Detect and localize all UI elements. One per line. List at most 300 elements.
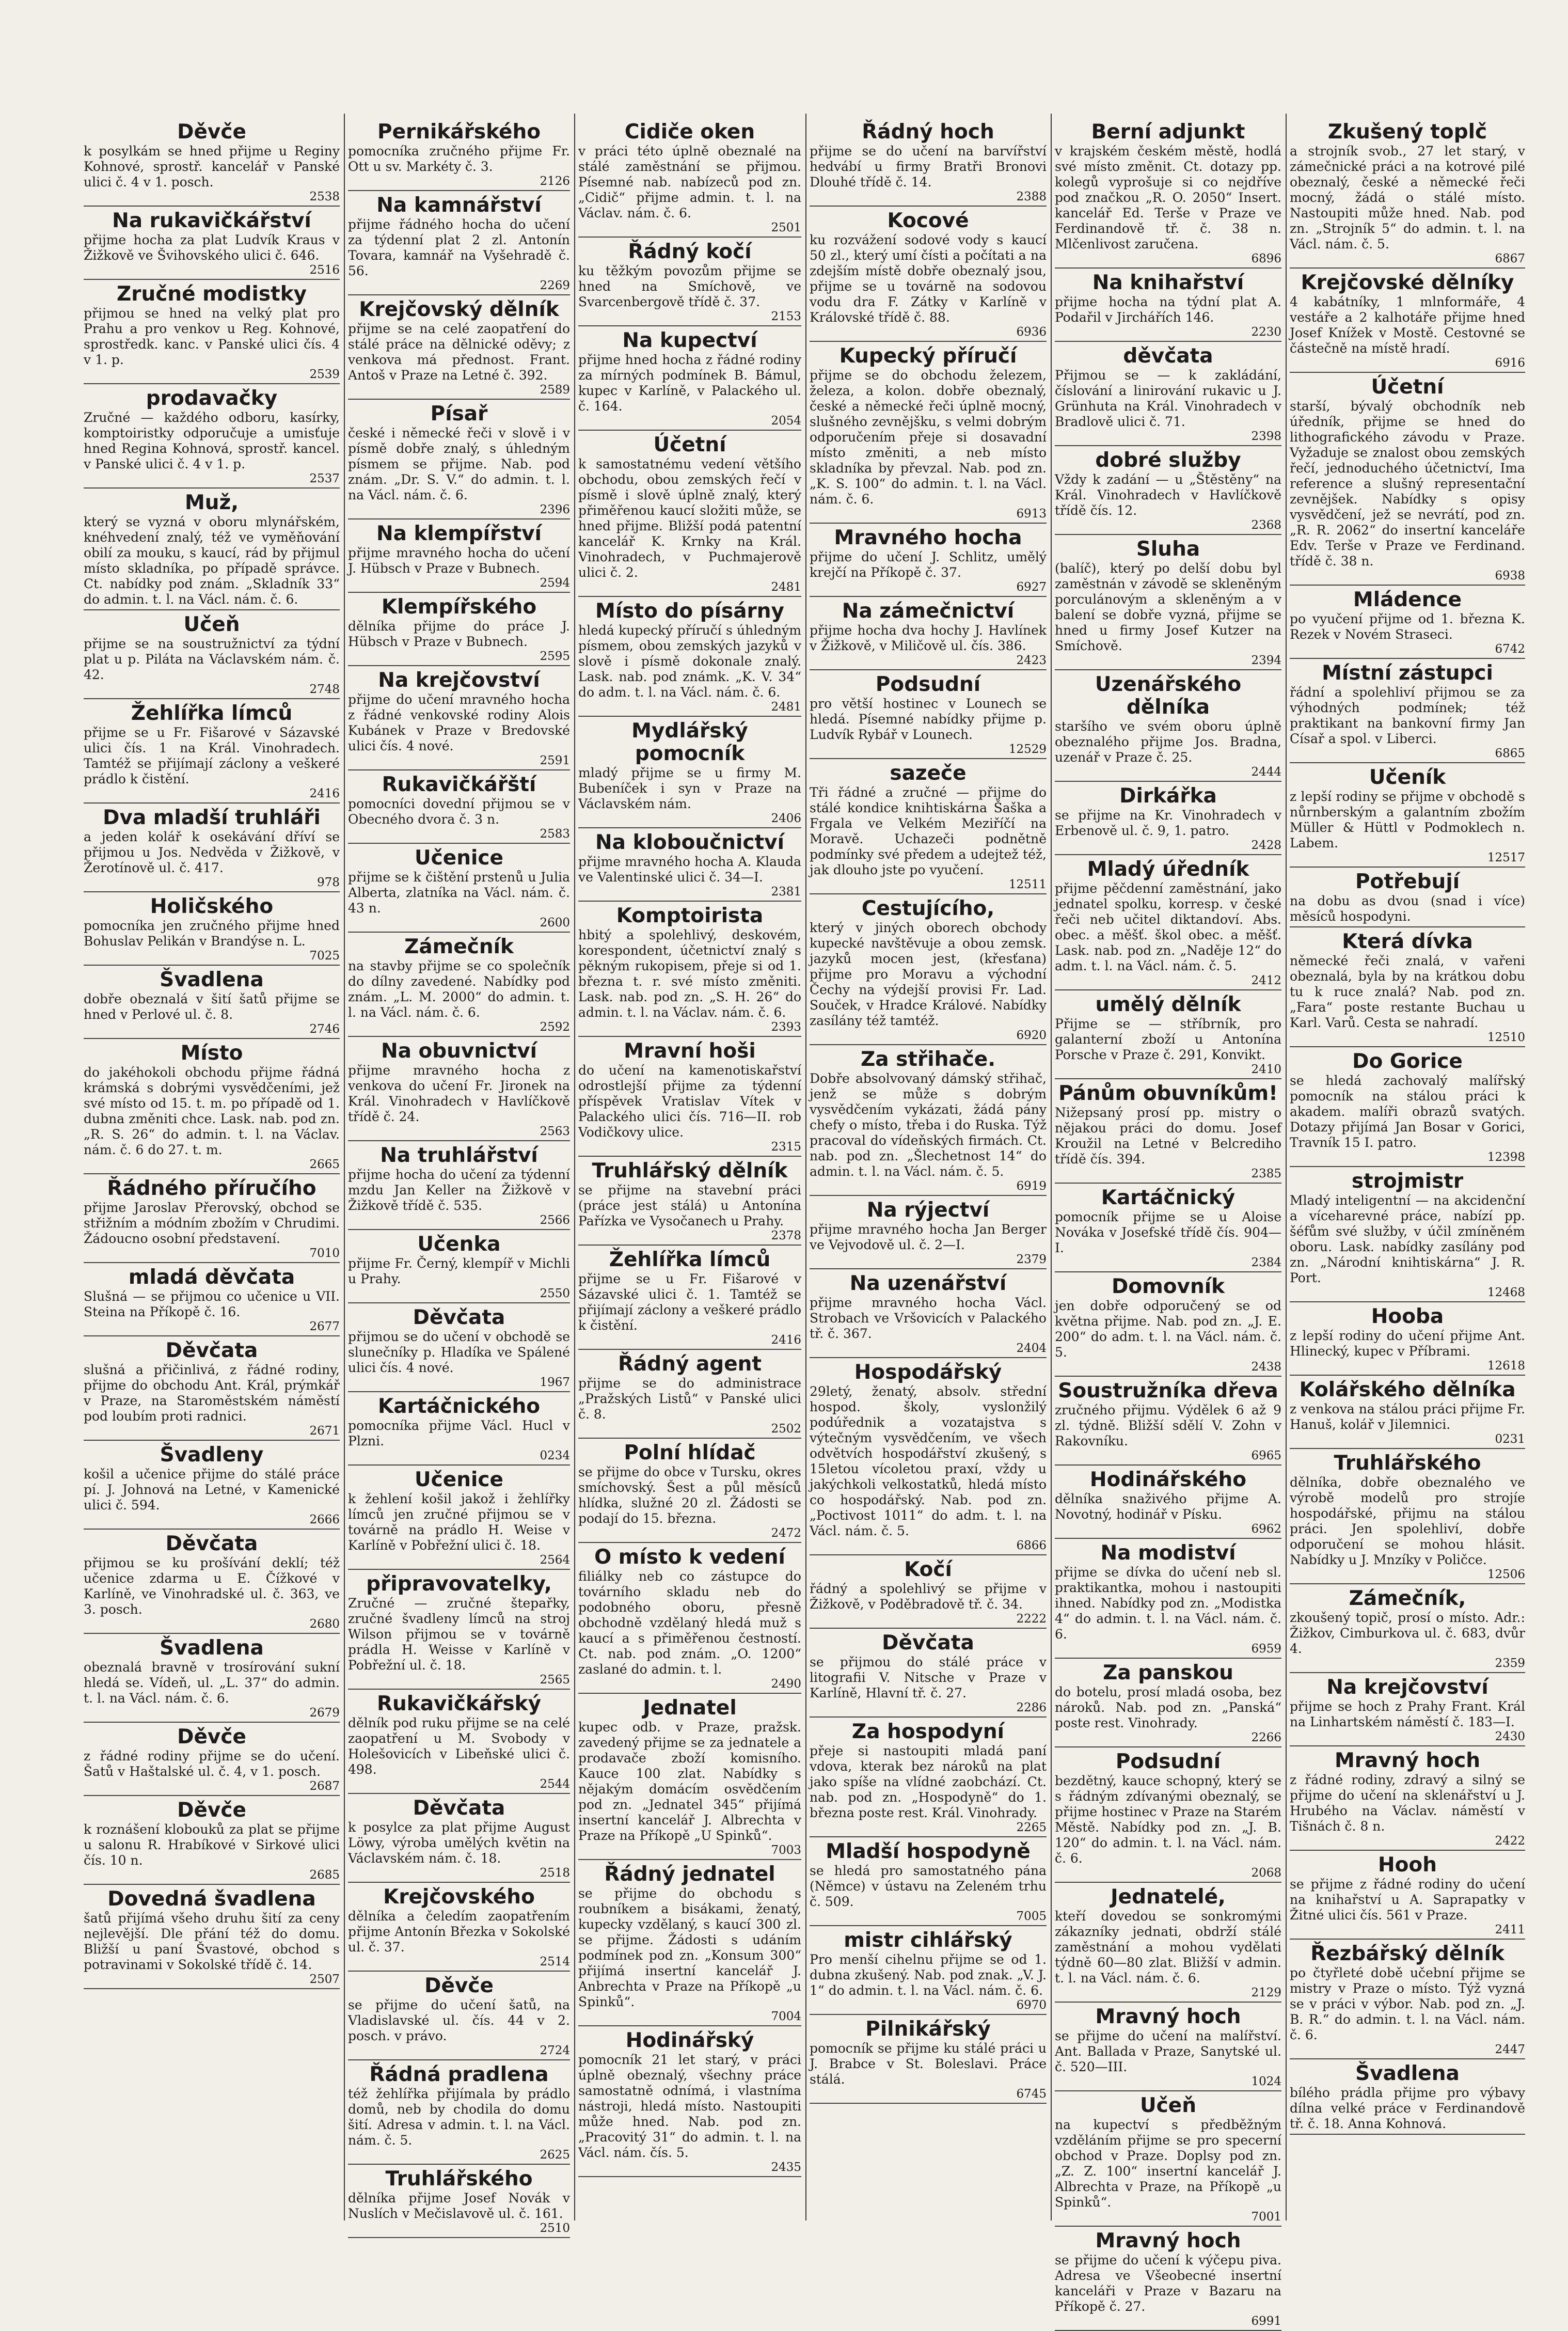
ad-number: 2565 [540, 1673, 570, 1687]
ad-number: 978 [317, 876, 340, 889]
ad-number: 2428 [1251, 839, 1281, 852]
classified-ad [348, 1794, 570, 1883]
ad-title: Hooh [1378, 1853, 1437, 1877]
classified-ad [348, 1690, 570, 1794]
ad-number: 2269 [540, 279, 570, 292]
ad-title: Kupecký příručí [839, 344, 1017, 368]
ad-title: Truhlářský dělník [592, 1159, 788, 1183]
ad-number: 2129 [1251, 1986, 1281, 1999]
ad-body: přijmou se do učení v obchodě se slunečníky p. Hladíka ve Spálené ulici čís. 4 nové. [348, 1329, 570, 1375]
ad-number: 2481 [771, 580, 801, 594]
ad-body: pro větší hostinec v Lounech se hledá. Písemné nabídky přijme p. Ludvík Rybář v Lounech. [810, 696, 1047, 742]
classified-ad [1290, 269, 1525, 373]
ad-title: Zručné modistky [116, 282, 307, 306]
ad-title: Potřebují [1355, 870, 1460, 893]
ad-number: 2222 [1016, 1612, 1047, 1626]
ad-title: Kočí [904, 1558, 952, 1581]
ad-body: který se vyzná v oboru mlynářském, knéhvedení znalý, též ve vyměňování obilí za mouku, s kaucí, rád by přijmul místo skladníka, po případě správce. Ct. nabídky pod znám. „Skladník 33“ do admin. t. l. na Václ. nám. č. 6. [84, 514, 340, 607]
ad-title: Řádný kočí [628, 240, 752, 263]
ad-title: Domovník [1111, 1275, 1225, 1298]
ad-number: 2514 [540, 1955, 570, 1968]
ad-title: Místo [180, 1042, 243, 1065]
ad-body: pomocníka zručného přijme Fr. Ott u sv. Markéty č. 3. [348, 144, 570, 174]
classified-ad [348, 118, 570, 191]
classified-ad [810, 118, 1047, 207]
ad-body: (balíč), který po delší dobu byl zaměstnán v závodě se skleněným porculánovým a skleněným a v balení se dobře vyzná, přijme se hned u firmy Josef Kutzer na Smíchově. [1055, 561, 1281, 653]
ad-body: dobře obeznalá v šití šatů přijme se hned v Perlové ul. č. 8. [84, 991, 340, 1022]
ad-number: 2230 [1251, 325, 1281, 339]
ad-title: Rukavičkářští [382, 773, 536, 796]
classified-ad [84, 610, 340, 699]
ad-title: Děvčata [413, 1797, 505, 1820]
classified-ad [84, 966, 340, 1039]
ad-body: Mladý inteligentní — na akcidenční a víceharevné práce, nabízí pp. šéfům své služby, v účil zmíněném oboru. Lask. nabídky zasílány pod zn. „Národní knihtiskárna“ J. R. Port. [1290, 1193, 1525, 1285]
classified-ad [1055, 2091, 1281, 2227]
classified-ad [1055, 342, 1281, 446]
ad-number: 2388 [1016, 190, 1047, 203]
ad-title: Žehlířka límců [131, 702, 293, 725]
ad-number: 2068 [1251, 1866, 1281, 1880]
ad-body: pomocníka jen zručného přijme hned Bohuslav Pelikán v Brandýse n. L. [84, 918, 340, 949]
classified-ad [810, 1358, 1047, 1555]
ad-title: Krejčovský dělník [359, 298, 559, 321]
ad-title: Švadleny [160, 1443, 264, 1467]
ad-number: 2438 [1251, 1360, 1281, 1374]
ad-number: 6970 [1016, 1998, 1047, 2012]
ad-body: a jeden kolář k osekávání dříví se přijmou u Jos. Nedvěda v Žižkově, v Žerotínově ul. č. 417. [84, 829, 340, 875]
classified-ad [1055, 1184, 1281, 1272]
classified-ad [348, 1570, 570, 1690]
ad-body: přijme do učení J. Schlitz, umělý krejčí na Příkopě č. 37. [810, 549, 1047, 580]
classified-ad [578, 1694, 801, 1860]
ad-number: 2411 [1495, 1923, 1525, 1936]
ad-body: přijme se do administrace „Pražských Listů“ v Panské ulici č. 8. [578, 1376, 801, 1422]
ad-number: 2412 [1251, 974, 1281, 987]
ad-number: 2430 [1495, 1730, 1525, 1743]
ad-number: 7003 [771, 1844, 801, 1857]
ad-number: 6936 [1016, 325, 1047, 339]
ad-number: 6867 [1495, 252, 1525, 265]
ad-title: Učeník [1369, 766, 1446, 789]
column-5 [1052, 118, 1285, 2328]
ad-title: Truhlářského [385, 2167, 533, 2191]
ad-title: Podsudní [1115, 1750, 1221, 1773]
ad-number: 2507 [309, 1973, 340, 1986]
ad-body: k žehlení košil jakož i žehlířky límců jen zručné přijmou se v továrně na prádlo H. Weise v Karlíně v Pobřežní ulici č. 18. [348, 1491, 570, 1553]
classified-ad [1055, 1079, 1281, 1184]
classified-ad [578, 1037, 801, 1157]
ad-title: Místní zástupci [1322, 662, 1493, 685]
ad-body: jen dobře odporučený se od května přijme. Nab. pod zn. „J. E. 200“ do adm. t. l. na Václ. nám. č. 5. [1055, 1298, 1281, 1360]
ad-number: 6896 [1251, 252, 1281, 265]
classified-ad [578, 828, 801, 902]
ad-title: Jednatelé, [1111, 1885, 1226, 1909]
ad-title: Hooba [1371, 1305, 1444, 1328]
ad-number: 2396 [540, 503, 570, 516]
ad-body: bezdětný, kauce schopný, který se s řádným zdívanými obeznalý, se přijme hostinec v Praze na Starém Městě. Nabídky pod zn. „J. B. 120“ do admin. t. l. na Václ. nám. č. 6. [1055, 1773, 1281, 1866]
ad-title: Krejčovské dělníky [1301, 271, 1514, 294]
ad-title: Děvče [177, 1799, 246, 1822]
ad-body: filiálky neb co zástupce do továrního skladu neb do podobného oboru, přesně obchodně vzdělaný hledá muž s kaucí a s přiměřenou čestností. Ct. nab. pod znám. „O. 1200“ zaslané do admin. t. l. [578, 1569, 801, 1677]
classified-ad [84, 1634, 340, 1723]
classified-ad [1290, 1302, 1525, 1376]
ad-title: Dirkářka [1119, 784, 1217, 808]
ad-number: 2687 [309, 1779, 340, 1793]
ad-body: přijme řádného hocha do učení za týdenní plat 2 zl. Antonín Tovara, kamnář na Vyšehradě č. 56. [348, 217, 570, 278]
classified-ad [1055, 535, 1281, 670]
ad-title: mistr cihlářský [844, 1929, 1012, 1952]
ad-body: z řádné rodiny, zdravý a silný se přijme do učení na sklenářství u J. Hrubého na Václav. náměstí v Tišnách č. 8 n. [1290, 1772, 1525, 1834]
ad-number: 2591 [540, 754, 570, 767]
classified-ad [1290, 1449, 1525, 1584]
ad-title: Za panskou [1103, 1661, 1233, 1684]
ad-title: Řádný hoch [862, 120, 994, 144]
ad-body: dělníka přijme do práce J. Hübsch v Praze v Bubnech. [348, 619, 570, 649]
ad-number: 2685 [309, 1868, 340, 1882]
classified-ad [348, 770, 570, 844]
ad-title: Žehlířka límců [609, 1248, 771, 1271]
ad-body: dělníka, dobře obeznalého ve výrobě modelů pro strojíe hospodářské, přijmu na stálou práci. Jen spolehliví, dobře odporučení se mohou hlásit. Nabídky u J. Mnzíky v Poličce. [1290, 1475, 1525, 1567]
ad-title: Učeň [1139, 2094, 1196, 2117]
ad-title: Na rukavičkářství [112, 209, 311, 232]
ad-title: Hodinářského [1089, 1468, 1247, 1491]
ad-body: do učení na kamenotiskařství odrostlejší přijme za týdenní příspěvek Vratislav Vítek v Palackého ulici čís. 716—II. rob Vodičkovy ulice. [578, 1063, 801, 1140]
ad-body: Vždy k zadání — u „Štěstěny“ na Král. Vinohradech v Havlíčkově třídě čís. 12. [1055, 472, 1281, 518]
classified-ad [84, 280, 340, 384]
ad-number: 7025 [309, 949, 340, 963]
ad-number: 2379 [1016, 1253, 1047, 1266]
classified-ad [810, 2015, 1047, 2104]
ad-title: Sluha [1136, 538, 1200, 561]
ad-title: Švadlena [1355, 2062, 1460, 2085]
ad-body: přijme mravného hocha do učení J. Hübsch v Praze v Bubnech. [348, 545, 570, 576]
ad-number: 2724 [540, 2044, 570, 2057]
classified-ad [348, 1303, 570, 1392]
classified-ad [578, 431, 801, 597]
column-4 [806, 118, 1050, 2214]
ad-body: dělníka snaživého přijme A. Novotný, hodinář v Písku. [1055, 1491, 1281, 1522]
ad-number: 6965 [1251, 1449, 1281, 1462]
classified-ad [810, 1837, 1047, 1926]
ad-number: 2592 [540, 1020, 570, 1034]
classified-ad [348, 1392, 570, 1466]
classified-ad [1290, 586, 1525, 659]
ad-number: 2378 [771, 1229, 801, 1242]
classified-ad [84, 384, 340, 489]
classified-ad [84, 489, 340, 610]
classified-ad [810, 759, 1047, 894]
classified-ad [1055, 446, 1281, 535]
classified-ad [348, 191, 570, 295]
ad-title: Kartáčnický [1101, 1186, 1236, 1209]
ad-title: Na klempířství [376, 522, 542, 545]
ad-body: k roznášení klobouků za plat se přijme u salonu R. Hrabíkové v Sirkové ulici čís. 10 n. [84, 1822, 340, 1868]
ad-body: z lepší rodiny se přijme v obchodě s nůrnberským a galantním zbožím Müller & Hüttl v Podmoklech n. Labem. [1290, 789, 1525, 850]
ad-title: Písař [430, 402, 488, 426]
ad-number: 7001 [1251, 2210, 1281, 2224]
ad-body: přijme se na celé zaopatření do stálé práce na dělnické oděvy; z venkova má přednost. Frant. Antoš v Praze na Letné č. 392. [348, 321, 570, 383]
ad-body: přijme do učení mravného hocha z řádné venkovské rodiny Alois Kubánek v Praze v Bredovské ulici čís. 4 nové. [348, 692, 570, 753]
ad-title: Řezbářský dělník [1310, 1942, 1504, 1965]
classified-ad [1290, 1746, 1525, 1851]
classified-ad [84, 207, 340, 280]
classified-ad [810, 670, 1047, 759]
classified-ad [1290, 2059, 1525, 2135]
ad-number: 2625 [540, 2148, 570, 2162]
ad-number: 2416 [771, 1333, 801, 1347]
ad-number: 2393 [771, 1020, 801, 1034]
classified-ad [810, 894, 1047, 1045]
classified-ad [1055, 1659, 1281, 1747]
ad-body: v práci této úplně obeznalé na stálé zaměstnání se přijmou. Písemné nab. nabízeců pod zn. „Cidič“ přijme admin. t. l. na Václav. nám. č. 6. [578, 144, 801, 220]
ad-body: se přijmou do stálé práce v litografii V. Nitsche v Praze v Karlíně, Hlavní tř. č. 27. [810, 1655, 1047, 1700]
ad-number: 2472 [771, 1526, 801, 1540]
ad-title: Mravný hoch [1335, 1749, 1480, 1772]
classified-ad [578, 902, 801, 1037]
classified-ad [1055, 1883, 1281, 2003]
ad-title: Na zámečnictví [842, 600, 1015, 623]
classified-ad [1290, 1851, 1525, 1940]
ad-number: 0231 [1495, 1432, 1525, 1446]
ad-body: se přijme do učení k výčepu piva. Adresa ve Všeobecné insertní kanceláři v Praze v Bazaru na Příkopě č. 27. [1055, 2253, 1281, 2314]
classified-ad [1055, 1539, 1281, 1659]
ad-number: 6991 [1251, 2314, 1281, 2328]
classified-ad [1055, 269, 1281, 342]
classified-ad [84, 1441, 340, 1530]
classified-ad [1055, 1466, 1281, 1539]
ad-number: 2501 [771, 221, 801, 234]
ad-title: prodavačky [146, 387, 278, 410]
ad-body: přijme hocha do učení za týdenní mzdu Jan Keller na Žižkově v Žižkově třídě č. 535. [348, 1167, 570, 1213]
classified-ad [348, 1230, 570, 1303]
ad-title: Která dívka [1342, 930, 1473, 953]
ad-number: 6938 [1495, 569, 1525, 582]
ad-body: se hledá pro samostatného pána (Němce) v ústavu na Zeleném trhu č. 509. [810, 1863, 1047, 1909]
classified-ad [348, 666, 570, 770]
ad-body: přijme se k čištění prstenů u Julia Alberta, zlatníka na Václ. nám. č. 43 n. [348, 870, 570, 916]
classified-ad [84, 1530, 340, 1634]
ad-body: přijme mravného hocha Václ. Strobach ve Vršovicích v Palackého tř. č. 367. [810, 1295, 1047, 1341]
classified-ad [1290, 1047, 1525, 1167]
ad-title: Na knihařství [1092, 271, 1244, 294]
ad-number: 7005 [1016, 1910, 1047, 1923]
classified-ad [1055, 1377, 1281, 1466]
ad-body: pomocník se přijme ku stálé práci u J. Brabce v St. Boleslavi. Práce stálá. [810, 2041, 1047, 2087]
ad-title: Na kloboučnictví [595, 831, 784, 854]
classified-ad [810, 207, 1047, 342]
classified-ad [1290, 927, 1525, 1047]
ad-body: Dobře absolvovaný dámský střihač, jenž se může s dobrým vysvědčením vykázati, žádá pány chefy o místo, třeba i do Ruska. Týž pracoval do vídeňských firmách. Ct. nab. pod zn. „Šlechetnost 14“ do admin. t. l. na Václ. nám. č. 5. [810, 1071, 1047, 1179]
classified-ad [578, 1246, 801, 1350]
ad-title: Na truhlářství [380, 1144, 538, 1167]
ad-number: 6742 [1495, 642, 1525, 656]
ad-body: české i německé řeči v slově i v písmě dobře znalý, s úhledným písmem se přijme. Nab. pod znám. „Dr. S. V.“ do admin. t. l. na Václ. nám. č. 6. [348, 426, 570, 502]
ad-title: Zámečník, [1349, 1587, 1466, 1610]
classified-ad [578, 1543, 801, 1694]
ad-number: 2381 [771, 885, 801, 899]
ad-title: Mravný hoch [1095, 2229, 1241, 2253]
ad-title: Mladý úředník [1087, 858, 1249, 881]
classified-ad [84, 1174, 340, 1263]
ad-title: Švadlena [160, 968, 264, 991]
ad-title: Polní hlídač [624, 1441, 756, 1464]
ad-number: 6919 [1016, 1179, 1047, 1193]
classified-ad [1290, 659, 1525, 763]
ad-number: 12511 [1008, 878, 1047, 891]
ad-title: sazeče [890, 762, 967, 785]
classified-ad [348, 400, 570, 519]
ad-number: 12618 [1487, 1359, 1525, 1373]
ad-number: 2404 [1016, 1342, 1047, 1355]
ad-number: 2677 [309, 1320, 340, 1333]
ad-title: Učenka [417, 1233, 501, 1256]
ad-number: 2385 [1251, 1167, 1281, 1180]
classified-ad [1055, 1747, 1281, 1883]
ad-body: přijmou se ku prošívání deklí; též učenice zdarma u E. Čížkové v Karlíně, ve Vinohradské ul. č. 363, ve 3. posch. [84, 1555, 340, 1617]
classified-ad [578, 2026, 801, 2177]
ad-body: bílého prádla přijme pro výbavy dílna velké práce v Ferdinandově tř. č. 18. Anna Kohnová. [1290, 2085, 1525, 2131]
ad-number: 2398 [1251, 430, 1281, 443]
ad-body: přijme hocha za plat Ludvík Kraus v Žižkově ve Švihovského ulici č. 646. [84, 232, 340, 263]
ad-body: dělníka a čeledím zaopatřením přijme Antonín Březka v Sokolské ul. č. 37. [348, 1909, 570, 1955]
ad-body: z lepší rodiny do učení přijme Ant. Hlinecký, kupec v Příbrami. [1290, 1328, 1525, 1359]
column-2 [345, 118, 573, 2235]
ad-number: 2583 [540, 827, 570, 841]
classified-ad [348, 1037, 570, 1141]
column-1 [81, 118, 343, 2214]
ad-title: Na krejčovství [1326, 1676, 1488, 1699]
ad-number: 2671 [309, 1424, 340, 1438]
classified-ad [1290, 868, 1525, 927]
ad-number: 2266 [1251, 1731, 1281, 1744]
ad-body: z venkova na stálou práci přijme Fr. Hanuš, kolář v Jilemnici. [1290, 1401, 1525, 1432]
ad-body: staršího ve svém oboru úplně obeznalého přijme Jos. Bradna, uzenář v Praze č. 25. [1055, 719, 1281, 765]
ad-number: 2539 [309, 368, 340, 381]
classified-ad [348, 1883, 570, 1972]
ad-number: 0234 [540, 1449, 570, 1462]
ad-number: 2410 [1251, 1063, 1281, 1076]
ad-number: 12398 [1487, 1151, 1525, 1164]
ad-title: strojmistr [1351, 1170, 1464, 1193]
ad-body: přijme mravného hocha A. Klauda ve Valentinské ulici č. 34—I. [578, 854, 801, 885]
classified-ad [84, 1263, 340, 1336]
ad-body: se přijme do obchodu s roubníkem a bisákami, ženatý, kupecky vzdělaný, s kaucí 300 zl. se přijme. Žádosti s udáním podmínek pod zn. „Konsum 300“ přijímá insertní kancelář J. Anbrechta v Praze na Příkopě „u Spinků“. [578, 1886, 801, 2009]
ad-number: 2680 [309, 1617, 340, 1631]
ad-number: 2510 [540, 2222, 570, 2235]
classified-ad [810, 524, 1047, 597]
ad-body: Zručné — zručné štepařky, zručné švadleny límců na stroj Wilson přijmou se v továrně prádla H. Weisse v Karlíně v Pobřežní ul. č. 18. [348, 1596, 570, 1673]
ad-title: Na modiství [1100, 1541, 1236, 1565]
ad-number: 1024 [1251, 2075, 1281, 2088]
classified-ad [578, 238, 801, 326]
ad-title: Podsudní [875, 673, 981, 696]
ad-number: 12517 [1487, 851, 1525, 864]
ad-body: Zručné — každého odboru, kasírky, komptoiristky odporučuje a umisťuje hned Regina Kohnová, sprostř. kancel. v Panské ulici č. 4 v 1. p. [84, 410, 340, 471]
ad-title: Mydlářský pomocník [631, 719, 748, 765]
ad-title: Cestujícího, [861, 897, 995, 920]
ad-number: 2490 [771, 1677, 801, 1691]
ad-number: 2315 [771, 1140, 801, 1154]
classified-ad [578, 597, 801, 717]
classified-ad [84, 804, 340, 892]
classified-ad [84, 1723, 340, 1796]
classified-ad [348, 1141, 570, 1230]
ad-body: se přijme na Kr. Vinohradech v Erbenově ul. č. 9, 1. patro. [1055, 808, 1281, 838]
ad-number: 2516 [309, 263, 340, 277]
ad-title: Mravného hocha [834, 526, 1022, 549]
ad-body: přijme se na soustružnictví za týdní plat u p. Piláta na Václavském nám. č. 42. [84, 636, 340, 682]
ad-title: Kocové [887, 209, 969, 232]
ad-title: Mravný hoch [1095, 2005, 1241, 2028]
classified-ad [1290, 1940, 1525, 2059]
ad-body: přijmou se hned na velký plat pro Prahu a pro venkov u Reg. Kohnové, sprostředk. kanc. v Panské ulici čís. 4 v 1. p. [84, 306, 340, 367]
ad-body: do jakéhokoli obchodu přijme řádná krámská s dobrými vysvědčeními, jež své místo od 15. t. m. po případě od 1. dubna změniti chce. Lask. nab. pod zn. „R. S. 26“ do admin. t. l. na Václav. nám. č. 6 do 27. t. m. [84, 1065, 340, 1157]
ad-title: Mládence [1353, 588, 1462, 611]
ad-number: 2422 [1495, 1834, 1525, 1848]
ad-number: 2286 [1016, 1701, 1047, 1714]
ad-title: Na kamnářství [376, 194, 542, 217]
classified-ad [1055, 1272, 1281, 1377]
classified-ad [1290, 1584, 1525, 1673]
ad-title: Kolářského dělníka [1299, 1378, 1516, 1401]
ad-title: Děvčata [165, 1339, 258, 1362]
ad-body: na kupectví s předběžným vzděláním přijme se pro specerní obchod v Praze. Doplsy pod zn. „Z. Z. 100“ insertní kancelář J. Albrechta v Praze, na Příkopě „u Spinků“. [1055, 2117, 1281, 2210]
ad-title: Rukavičkářský [376, 1692, 542, 1715]
ad-title: Zámečník [404, 935, 514, 958]
classified-ad [348, 1972, 570, 2060]
ad-number: 6913 [1016, 507, 1047, 521]
ad-body: přijme hocha na týdní plat A. Podařil v Jirchářích 146. [1055, 294, 1281, 325]
classified-ad [810, 1269, 1047, 1358]
ad-title: Učenice [415, 846, 503, 870]
classified-ad [578, 118, 801, 238]
ad-body: zručného přijmu. Výdělek 6 až 9 zl. týdně. Bližší sdělí V. Zohn v Rakovníku. [1055, 1403, 1281, 1448]
ad-title: Berní adjunkt [1091, 120, 1245, 144]
classified-ad [348, 2165, 570, 2238]
ad-body: pomocníci dovední přijmou se v Obecného dvora č. 3 n. [348, 796, 570, 827]
ad-number: 2518 [540, 1866, 570, 1880]
classified-ad [810, 1196, 1047, 1269]
ad-number: 2550 [540, 1287, 570, 1300]
ad-title: Řádný jednatel [604, 1863, 775, 1886]
ad-body: přijme se dívka do učení neb sl. praktikantka, mohou i nastoupiti ihned. Nabídky pod zn. „Modistka 4“ do admin. t. l. na Václ. nám. č. 6. [1055, 1565, 1281, 1642]
ad-title: Hospodářský [854, 1361, 1002, 1384]
classified-ad [1055, 2227, 1281, 2331]
ad-title: Děvčata [413, 1306, 505, 1329]
ad-title: děvčata [1123, 344, 1213, 368]
ad-number: 2537 [309, 472, 340, 485]
classified-ad [1290, 1376, 1525, 1449]
classified-ad [810, 1718, 1047, 1837]
ad-number: 2666 [309, 1513, 340, 1526]
ad-body: kteří dovedou se sonkromými zákazníky jednati, obdrží stálé zaměstnání a mohou vydělati týdně 60—80 zlat. Bližší v admin. t. l. na Václ. nám. č. 6. [1055, 1909, 1281, 1986]
ad-body: slušná a přičinlivá, z řádné rodiny, přijme do obchodu Ant. Král, prýmkář v Praze, na Staroměstském náměstí pod loubím proti radnici. [84, 1362, 340, 1424]
ad-number: 2435 [771, 2161, 801, 2174]
ad-body: řádný a spolehlivý se přijme v Žižkově, v Poděbradově tř. č. 34. [810, 1581, 1047, 1612]
ad-body: přeje si nastoupiti mladá paní vdova, kterak bez nároků na plat jako spíše na vlídné zaobchází. Ct. nab. pod zn. „Hospodyně“ do 1. března poste rest. Král. Vinohrady. [810, 1743, 1047, 1820]
ad-body: přijme hocha dva hochy J. Havlínek v Žižkově, v Miličově ul. čís. 386. [810, 623, 1047, 653]
ad-title: umělý dělník [1095, 993, 1241, 1016]
classified-ad [84, 118, 340, 207]
ad-body: 29letý, ženatý, absolv. střední hospod. školy, vyslonžilý podúřednik a vozatajstva s výtečným vysvědčením, ve všech odvětvích hospodářství zkušený, s 15letou vícoletou praxí, vždy u jakýchkoli velkostatků, hledá místo co hospodářský. Nab. pod zn. „Poctivost 1011“ do adm. t. l. na Václ. nám. č. 5. [810, 1384, 1047, 1538]
classified-ad [810, 1555, 1047, 1629]
ad-body: pomocník přijme se u Aloise Nováka v Josefské třídě čís. 904—I. [1055, 1209, 1281, 1255]
ad-body: starší, bývalý obchodník neb úředník, přijme se hned do lithografického závodu v Praze. Vyžaduje se znalost obou zemských řečí, jednoduchého účetnictví, Ima reference a slušný representační zevnějšek. Nabídky s opisy vysvědčení, jež se nevrátí, pod zn. „R. R. 2062“ do insertní kanceláře Edv. Terše v Praze ve Ferdinand. třídě č. 38 n. [1290, 399, 1525, 569]
classified-ad [810, 1926, 1047, 2015]
ad-number: 12529 [1008, 743, 1047, 756]
ad-number: 2746 [309, 1022, 340, 1036]
ad-number: 2595 [540, 650, 570, 663]
